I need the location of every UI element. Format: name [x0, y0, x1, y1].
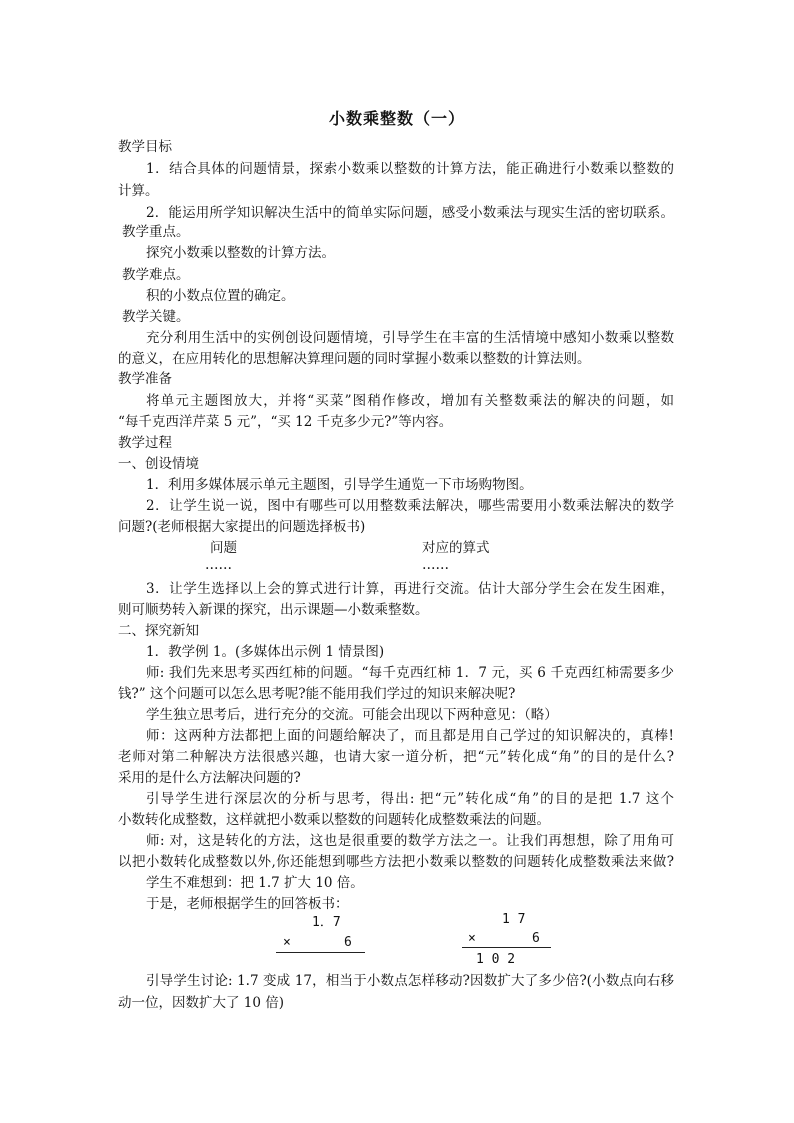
section-2-heading: 二、探究新知: [118, 623, 199, 639]
teacher-question-cont: 钱?” 这个问题可以怎么思考呢?能不能用我们学过的知识来解决呢?: [118, 686, 516, 702]
calc2-rule: [462, 947, 551, 948]
key-text: 充分利用生活中的实例创设问题情境，引导学生在丰富的生活情境中感知小数乘以整数: [146, 330, 674, 346]
objective-1: 1．结合具体的问题情景，探索小数乘以整数的计算方法，能正确进行小数乘以整数的: [146, 161, 674, 177]
teacher-question: 师: 我们先来思考买西红柿的问题。“每千克西红柿 1．7 元，买 6 千克西红柿需要多少: [146, 665, 674, 681]
ellipsis-right: ……: [422, 557, 449, 573]
guide-discussion: 引导学生讨论: 1.7 变成 17，相当于小数点怎样移动?因数扩大了多少倍?(小数点向右移: [146, 973, 674, 989]
guide-discussion-cont: 动一位，因数扩大了 10 倍): [118, 995, 285, 1011]
teacher-writes: 于是，老师根据学生的回答板书：: [146, 896, 349, 912]
preparation-text: 将单元主题图放大，并将“买菜”图稍作修改，增加有关整数乘法的解决的问题，如: [146, 393, 674, 409]
teacher-transform-cont: 以把小数转化成整数以外,你还能想到哪些方法把小数乘以整数的问题转化成整数乘法来做?: [118, 854, 674, 870]
students-discuss: 学生独立思考后，进行充分的交流。可能会出现以下两种意见：（略）: [146, 707, 558, 723]
ellipsis-left: ……: [205, 557, 232, 573]
heading-difficulty: 教学难点。: [122, 267, 190, 283]
column-problem: 问题: [210, 540, 237, 556]
step-2: 2．让学生说一说，图中有哪些可以用整数乘法解决，哪些需要用小数乘法解决的数学: [146, 498, 674, 514]
calc1-factor: 6: [344, 935, 352, 950]
preparation-text-cont: “每千克西洋芹菜 5 元”，“买 12 千克多少元?”等内容。: [118, 414, 453, 430]
students-answer: 学生不难想到：把 1.7 扩大 10 倍。: [146, 875, 364, 891]
teacher-transform: 师: 对，这是转化的方法，这也是很重要的数学方法之一。让我们再想想，除了用角可: [146, 833, 674, 849]
calc2-top: 1 7: [502, 912, 526, 927]
example-1: 1．教学例 1。(多媒体出示例 1 情景图): [146, 644, 385, 660]
step-3-cont: 则可顺势转入新课的探究，出示课题—小数乘整数。: [118, 602, 429, 618]
difficulty-text: 积的小数点位置的确定。: [146, 288, 295, 304]
teacher-praise-cont-2: 采用的是什么方法解决问题的?: [118, 770, 301, 786]
analysis: 引导学生进行深层次的分析与思考，得出: 把“元”转化成“角”的目的是把 1.7 这个: [146, 791, 674, 807]
step-2-cont: 问题?(老师根据大家提出的问题选择板书): [118, 519, 366, 535]
calc2-sign: ×: [468, 931, 476, 946]
step-1: 1．利用多媒体展示单元主题图，引导学生通览一下市场购物图。: [146, 477, 533, 493]
objective-1-cont: 计算。: [118, 183, 159, 199]
heading-key: 教学关键。: [122, 309, 190, 325]
heading-objectives: 教学目标: [118, 139, 172, 155]
teacher-praise-cont: 老师对第二种解决方法很感兴趣，也请大家一道分析，把“元”转化成“角”的目的是什么?: [118, 749, 674, 765]
section-1-heading: 一、创设情境: [118, 456, 199, 472]
calc2-factor: 6: [532, 931, 540, 946]
calc1-sign: ×: [283, 935, 291, 950]
step-3: 3．让学生选择以上会的算式进行计算，再进行交流。估计大部分学生会在发生困难，: [146, 581, 674, 597]
calc2-result: 1 0 2: [476, 952, 516, 967]
key-text-cont: 的意义，在应用转化的思想解决算理问题的同时掌握小数乘以整数的计算法则。: [118, 351, 591, 367]
calc1-top: 1．7: [312, 915, 341, 930]
analysis-cont: 小数转化成整数，这样就把小数乘以整数的问题转化成整数乘法的问题。: [118, 812, 550, 828]
heading-process: 教学过程: [118, 435, 172, 451]
objective-2: 2．能运用所学知识解决生活中的简单实际问题，感受小数乘法与现实生活的密切联系。: [146, 205, 674, 221]
heading-key-point: 教学重点。: [122, 224, 190, 240]
column-formula: 对应的算式: [422, 540, 490, 556]
heading-preparation: 教学准备: [118, 371, 172, 387]
page-title: 小数乘整数（一）: [328, 109, 465, 128]
calc1-rule: [276, 952, 365, 953]
teacher-praise: 师：这两种方法都把上面的问题给解决了，而且都是用自己学过的知识解决的，真棒!: [146, 728, 674, 744]
key-point-text: 探究小数乘以整数的计算方法。: [146, 245, 335, 261]
